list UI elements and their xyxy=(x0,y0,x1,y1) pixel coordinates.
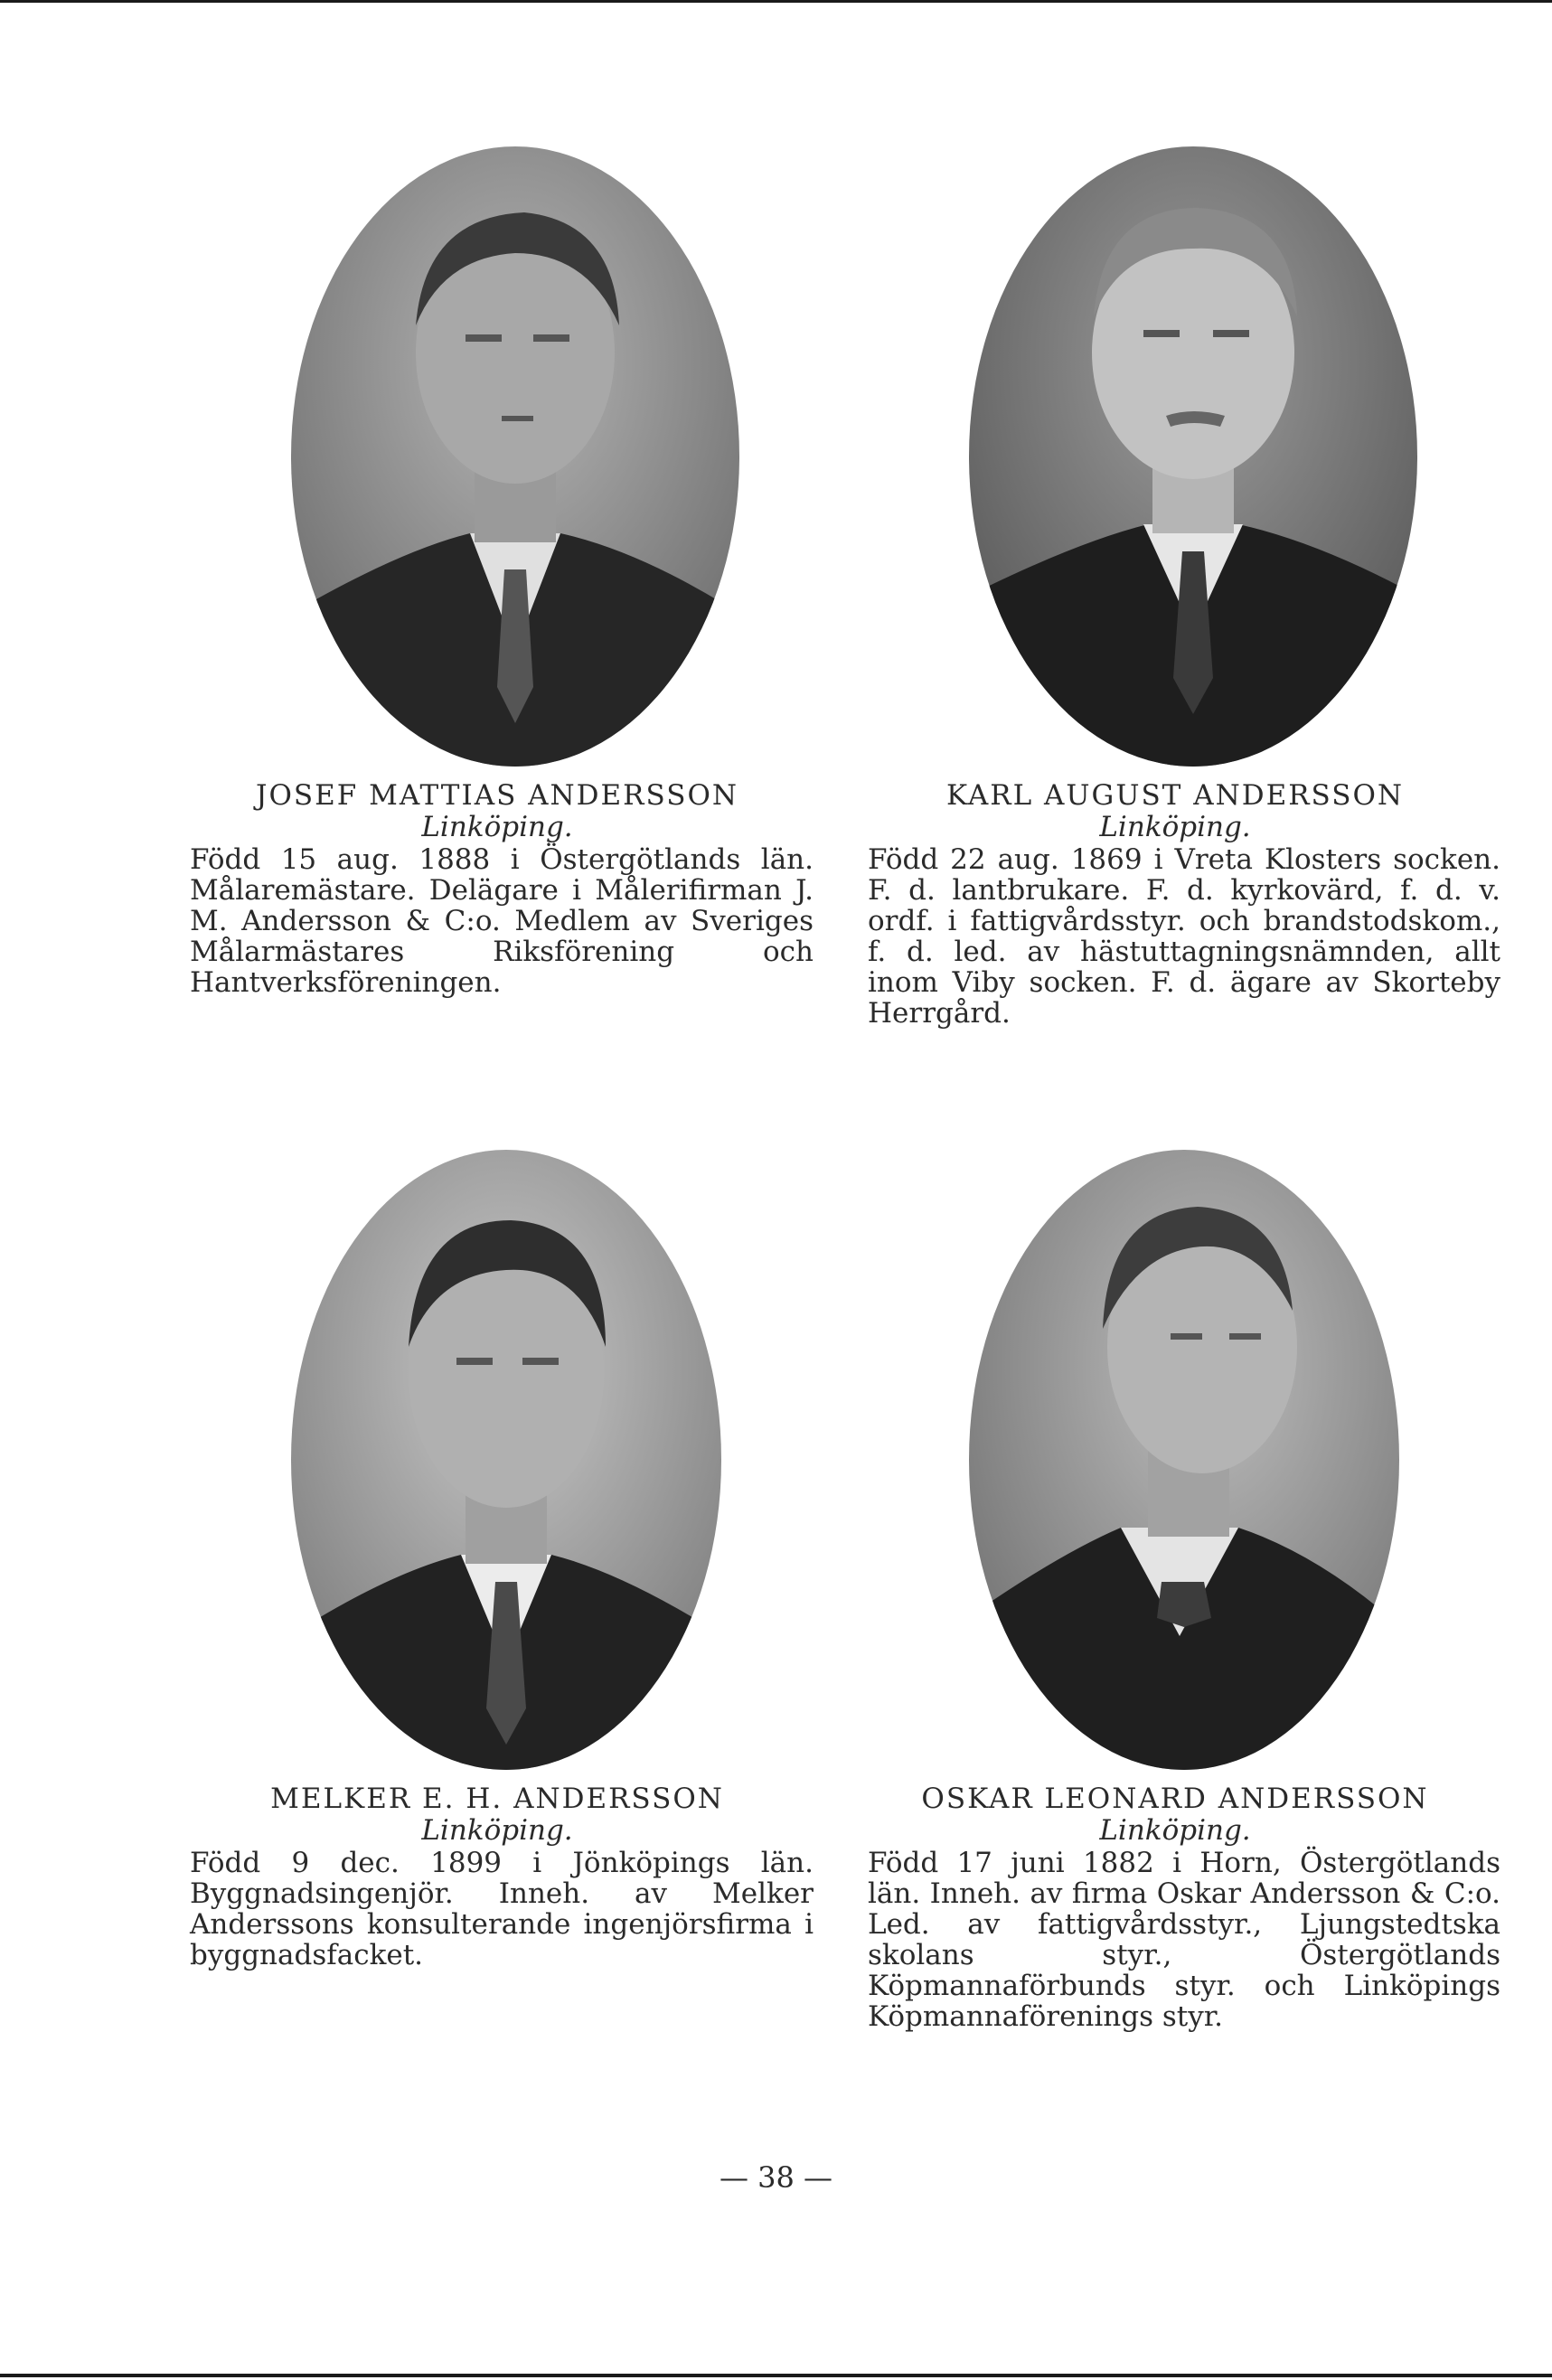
person-name: JOSEF MATTIAS ANDERSSON xyxy=(256,779,738,812)
person-bio: Född 17 juni 1882 i Horn, Östergötlands län. Inneh. av firma Oskar Andersson & C:o. Led. av fattigvårdsstyr., Ljungstedtska skolans styr., Östergötlands Köpmannaförbunds styr. och Linköpings Köpmannaförenings styr. xyxy=(868,1847,1500,2033)
page-edge-top xyxy=(0,0,1552,3)
person-place: Linköping. xyxy=(1099,1814,1251,1847)
page-edge-bottom xyxy=(0,2374,1552,2377)
person-name: MELKER E. H. ANDERSSON xyxy=(270,1783,724,1815)
person-bio: Född 22 aug. 1869 i Vreta Klosters socken. F. d. lantbrukare. F. d. kyrkovärd, f. d. v. ordf. i fattigvårdsstyr. och brandstodskom., f. d. led. av hästuttagningsnämnden, allt inom Viby socken. F. d. ägare av Skorteby Herrgård. xyxy=(868,843,1500,1030)
entry-oskar-leonard-andersson xyxy=(868,1148,1500,2033)
entry-josef-mattias-andersson xyxy=(190,145,814,999)
portrait-photo xyxy=(289,145,741,768)
person-bio: Född 9 dec. 1899 i Jönköpings län. Byggnadsingenjör. Inneh. av Melker Anderssons konsulterande ingenjörsfirma i byggnadsfacket. xyxy=(190,1847,814,1971)
person-place: Linköping. xyxy=(421,1814,573,1847)
page-number: — 38 — xyxy=(719,2160,833,2195)
person-place: Linköping. xyxy=(421,811,573,843)
person-name: KARL AUGUST ANDERSSON xyxy=(945,779,1405,812)
entry-karl-august-andersson xyxy=(868,145,1500,1030)
entry-melker-e-h-andersson xyxy=(190,1148,814,1971)
person-bio: Född 15 aug. 1888 i Östergötlands län. Målaremästare. Delägare i Målerifirman J. M. Andersson & C:o. Medlem av Sveriges Målarmästares Riksförening och Hantverksföreningen. xyxy=(190,843,814,999)
portrait-photo xyxy=(289,1148,723,1772)
portrait-photo xyxy=(967,1148,1401,1772)
person-place: Linköping. xyxy=(1099,811,1251,843)
portrait-photo xyxy=(967,145,1419,768)
person-name: OSKAR LEONARD ANDERSSON xyxy=(921,1783,1429,1815)
